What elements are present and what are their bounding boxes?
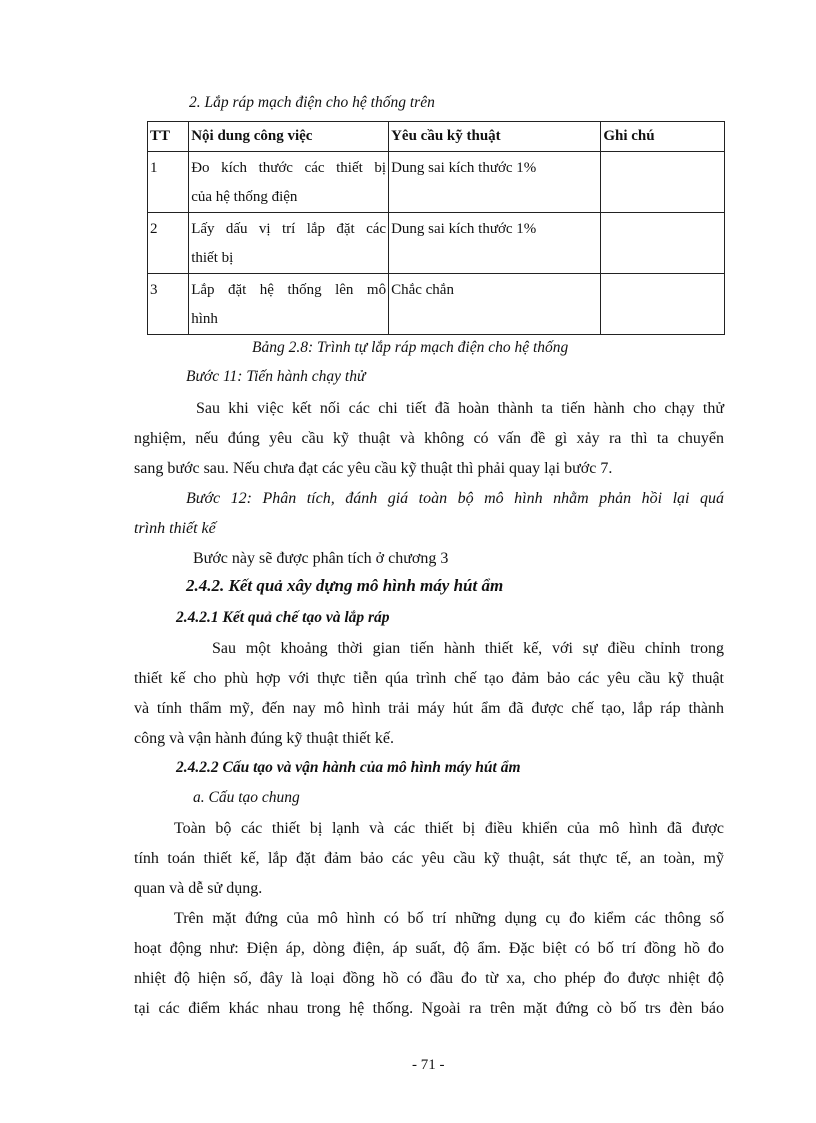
- para-a2-line2: hoạt động như: Điện áp, dòng điện, áp suất, độ ẩm. Đặc biệt có bố trí đồng hồ đo: [134, 940, 724, 957]
- header-task: Nội dung công việc: [189, 122, 389, 152]
- para-a1-line1: Toàn bộ các thiết bị lạnh và các thiết bị điều khiển của mô hình đã được: [174, 820, 724, 837]
- cell-requirement: Dung sai kích thước 1%: [389, 213, 601, 274]
- heading-2-4-2: 2.4.2. Kết quả xây dựng mô hình máy hút ẩm: [186, 576, 504, 595]
- cell-task-line2: hình: [191, 311, 218, 327]
- heading-2-4-2-1: 2.4.2.1 Kết quả chế tạo và lắp ráp: [176, 609, 390, 626]
- header-note: Ghi chú: [601, 122, 725, 152]
- procedure-table: [147, 121, 725, 335]
- para-2421-line1: Sau một khoảng thời gian tiến hành thiết kế, với sự điều chỉnh trong: [212, 640, 724, 657]
- cell-tt: 1: [148, 152, 189, 213]
- cell-task-line1: Lấy dấu vị trí lắp đặt các: [191, 221, 387, 237]
- cell-task-line1: Lắp đặt hệ thống lên mô: [191, 282, 387, 298]
- cell-tt: 2: [148, 213, 189, 274]
- cell-note: [601, 152, 725, 213]
- step11-line3: sang bước sau. Nếu chưa đạt các yêu cầu kỹ thuật thì phải quay lại bước 7.: [134, 460, 613, 477]
- table-caption: Bảng 2.8: Trình tự lắp ráp mạch điện cho hệ thống: [252, 339, 569, 356]
- page-number: - 71 -: [412, 1057, 445, 1073]
- cell-note: [601, 274, 725, 335]
- para-2421-line3: và tính thẩm mỹ, đến nay mô hình trải máy hút ẩm đã được chế tạo, lắp ráp thành: [134, 700, 724, 717]
- para-a1-line2: tính toán thiết kế, lắp đặt đảm bảo các yêu cầu kỹ thuật, sát thực tế, an toàn, mỹ: [134, 850, 724, 867]
- cell-note: [601, 213, 725, 274]
- cell-requirement: Dung sai kích thước 1%: [389, 152, 601, 213]
- cell-task: [189, 213, 389, 274]
- cell-task: [189, 274, 389, 335]
- cell-task-line2: thiết bị: [191, 250, 234, 266]
- heading-2-4-2-2: 2.4.2.2 Cấu tạo và vận hành của mô hình máy hút ẩm: [176, 759, 521, 776]
- para-a2-line3: nhiệt độ hiện số, đây là loại đồng hồ có đầu đo từ xa, cho phép đo được nhiệt độ: [134, 970, 724, 987]
- step11-line1: Sau khi việc kết nối các chi tiết đã hoàn thành ta tiến hành cho chạy thử: [196, 400, 724, 417]
- table-row: [148, 152, 725, 213]
- step12-title-line1: Bước 12: Phân tích, đánh giá toàn bộ mô hình nhằm phản hồi lại quá: [186, 490, 724, 507]
- step11-line2: nghiệm, nếu đúng yêu cầu kỹ thuật và không có vấn đề gì xảy ra thì ta chuyển: [134, 430, 724, 447]
- header-tt: TT: [148, 122, 189, 152]
- cell-requirement: Chắc chắn: [389, 274, 601, 335]
- cell-task-line1: Đo kích thước các thiết bị: [191, 160, 387, 176]
- cell-tt: 3: [148, 274, 189, 335]
- step11-title: Bước 11: Tiến hành chạy thử: [186, 368, 366, 385]
- section-title: 2. Lắp ráp mạch điện cho hệ thống trên: [189, 94, 435, 111]
- table-row: [148, 274, 725, 335]
- header-requirement: Yêu cầu kỹ thuật: [389, 122, 601, 152]
- para-a2-line1: Trên mặt đứng của mô hình có bố trí những dụng cụ đo kiểm các thông số: [174, 910, 724, 927]
- para-a2-line4: tại các điểm khác nhau trong hệ thống. Ngoài ra trên mặt đứng cò bố trs đèn báo: [134, 1000, 724, 1017]
- para-a1-line3: quan và dễ sử dụng.: [134, 880, 263, 897]
- step12-title-line2: trình thiết kế: [134, 520, 216, 537]
- table-row: [148, 213, 725, 274]
- subheading-a: a. Cấu tạo chung: [193, 789, 300, 806]
- cell-task: [189, 152, 389, 213]
- table-header-row: [148, 122, 725, 152]
- para-2421-line4: công và vận hành đúng kỹ thuật thiết kế.: [134, 730, 394, 747]
- cell-task-line2: của hệ thống điện: [191, 189, 298, 205]
- para-2421-line2: thiết kế cho phù hợp với thực tiễn qúa trình chế tạo đảm bảo các yêu cầu kỹ thuật: [134, 670, 724, 687]
- step12-note: Bước này sẽ được phân tích ở chương 3: [193, 550, 449, 567]
